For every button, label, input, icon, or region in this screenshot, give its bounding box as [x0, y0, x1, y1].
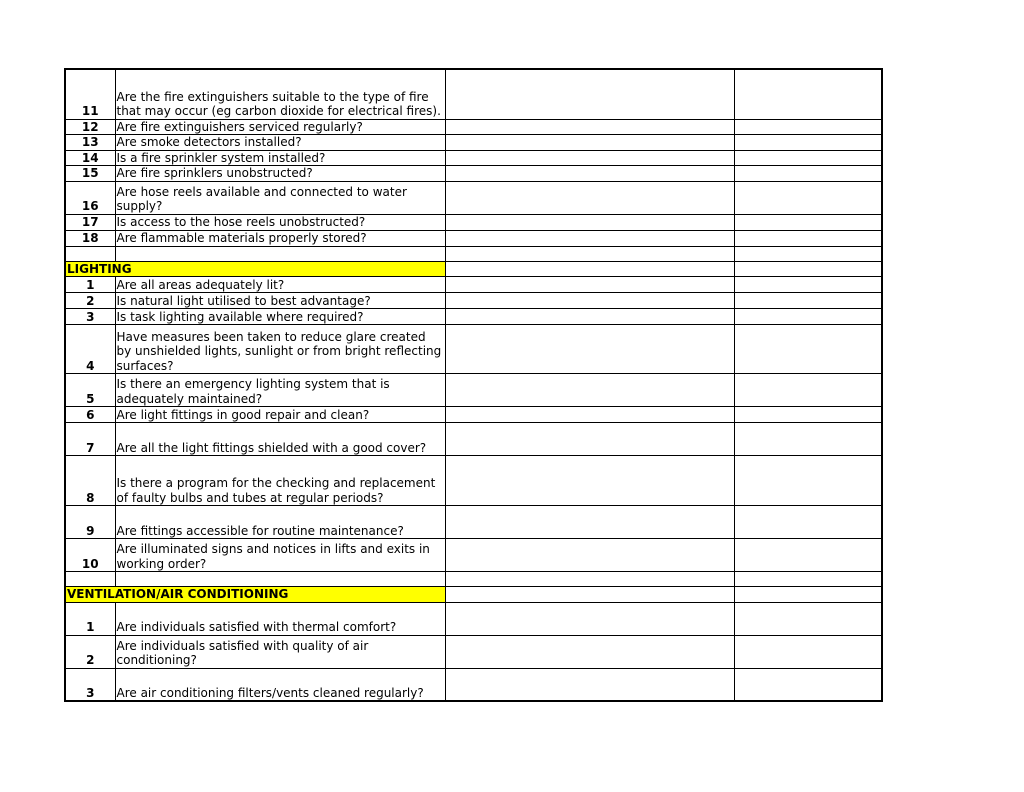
item-question: Are flammable materials properly stored? — [115, 230, 445, 246]
table-row — [65, 309, 882, 325]
item-number: 6 — [65, 407, 115, 423]
checklist-table — [64, 68, 883, 702]
item-number: 18 — [65, 230, 115, 246]
item-number: 7 — [65, 423, 115, 456]
table-row — [65, 602, 882, 635]
answer-cell[interactable] — [445, 293, 734, 309]
item-question: Is there an emergency lighting system that is adequately maintained? — [115, 374, 445, 407]
table-row — [65, 668, 882, 701]
answer-cell[interactable] — [445, 135, 734, 151]
table-row — [65, 635, 882, 668]
table-row — [65, 407, 882, 423]
answer-cell[interactable] — [445, 119, 734, 135]
table-row — [65, 181, 882, 214]
comment-cell[interactable] — [734, 374, 882, 407]
table-row — [65, 506, 882, 539]
answer-cell[interactable] — [445, 423, 734, 456]
answer-cell[interactable] — [445, 635, 734, 668]
item-question: Is task lighting available where required? — [115, 309, 445, 325]
answer-cell[interactable] — [445, 150, 734, 166]
comment-cell[interactable] — [734, 635, 882, 668]
item-question: Are fittings accessible for routine maintenance? — [115, 506, 445, 539]
item-question: Are air conditioning filters/vents cleaned regularly? — [115, 668, 445, 701]
item-number: 14 — [65, 150, 115, 166]
answer-cell[interactable] — [445, 214, 734, 230]
table-row — [65, 150, 882, 166]
answer-cell[interactable] — [445, 506, 734, 539]
table-row — [65, 293, 882, 309]
item-question: Is natural light utilised to best advantage? — [115, 293, 445, 309]
item-number: 10 — [65, 539, 115, 572]
blank-row — [65, 572, 882, 587]
item-question: Is access to the hose reels unobstructed? — [115, 214, 445, 230]
answer-cell[interactable] — [445, 69, 734, 119]
table-row — [65, 230, 882, 246]
comment-cell[interactable] — [734, 166, 882, 182]
table-row — [65, 119, 882, 135]
item-number: 2 — [65, 635, 115, 668]
item-number: 16 — [65, 181, 115, 214]
comment-cell[interactable] — [734, 407, 882, 423]
comment-cell[interactable] — [734, 150, 882, 166]
item-question: Is there a program for the checking and replacement of faulty bulbs and tubes at regular periods? — [115, 456, 445, 506]
answer-cell[interactable] — [445, 374, 734, 407]
item-number: 15 — [65, 166, 115, 182]
answer-cell[interactable] — [445, 277, 734, 293]
section-heading-lighting: LIGHTING — [65, 261, 445, 277]
item-number: 9 — [65, 506, 115, 539]
table-row — [65, 539, 882, 572]
table-row — [65, 166, 882, 182]
table-row — [65, 325, 882, 374]
item-question: Are individuals satisfied with thermal comfort? — [115, 602, 445, 635]
answer-cell[interactable] — [445, 407, 734, 423]
item-number: 4 — [65, 325, 115, 374]
comment-cell[interactable] — [734, 309, 882, 325]
answer-cell[interactable] — [445, 181, 734, 214]
blank-row — [65, 246, 882, 261]
section-header-row — [65, 261, 882, 277]
answer-cell[interactable] — [445, 325, 734, 374]
item-question: Is a fire sprinkler system installed? — [115, 150, 445, 166]
item-number: 13 — [65, 135, 115, 151]
item-question: Are fire sprinklers unobstructed? — [115, 166, 445, 182]
item-number: 11 — [65, 69, 115, 119]
item-question: Are all areas adequately lit? — [115, 277, 445, 293]
item-number: 8 — [65, 456, 115, 506]
comment-cell[interactable] — [734, 539, 882, 572]
answer-cell[interactable] — [445, 456, 734, 506]
table-row — [65, 374, 882, 407]
answer-cell[interactable] — [445, 309, 734, 325]
item-question: Are the fire extinguishers suitable to the type of fire that may occur (eg carbon dioxide for electrical fires). — [115, 69, 445, 119]
item-question: Are fire extinguishers serviced regularly? — [115, 119, 445, 135]
item-number: 12 — [65, 119, 115, 135]
item-question: Are hose reels available and connected to water supply? — [115, 181, 445, 214]
comment-cell[interactable] — [734, 214, 882, 230]
item-question: Are all the light fittings shielded with a good cover? — [115, 423, 445, 456]
item-number: 2 — [65, 293, 115, 309]
answer-cell[interactable] — [445, 166, 734, 182]
section-heading-ventilation: VENTILATION/AIR CONDITIONING — [65, 587, 445, 603]
table-row — [65, 135, 882, 151]
comment-cell[interactable] — [734, 230, 882, 246]
item-number: 17 — [65, 214, 115, 230]
item-question: Are illuminated signs and notices in lifts and exits in working order? — [115, 539, 445, 572]
item-number: 1 — [65, 277, 115, 293]
section-header-row — [65, 587, 882, 603]
item-number: 3 — [65, 668, 115, 701]
comment-cell[interactable] — [734, 293, 882, 309]
comment-cell[interactable] — [734, 325, 882, 374]
item-number: 5 — [65, 374, 115, 407]
item-number: 3 — [65, 309, 115, 325]
table-row — [65, 456, 882, 506]
answer-cell[interactable] — [445, 668, 734, 701]
comment-cell[interactable] — [734, 119, 882, 135]
comment-cell[interactable] — [734, 277, 882, 293]
comment-cell[interactable] — [734, 602, 882, 635]
comment-cell[interactable] — [734, 135, 882, 151]
item-question: Are light fittings in good repair and clean? — [115, 407, 445, 423]
comment-cell[interactable] — [734, 456, 882, 506]
table-row — [65, 423, 882, 456]
answer-cell[interactable] — [445, 539, 734, 572]
comment-cell[interactable] — [734, 69, 882, 119]
table-row — [65, 277, 882, 293]
item-question: Are individuals satisfied with quality of air conditioning? — [115, 635, 445, 668]
item-number: 1 — [65, 602, 115, 635]
comment-cell[interactable] — [734, 423, 882, 456]
answer-cell[interactable] — [445, 602, 734, 635]
table-row — [65, 69, 882, 119]
comment-cell[interactable] — [734, 506, 882, 539]
comment-cell[interactable] — [734, 668, 882, 701]
item-question: Have measures been taken to reduce glare created by unshielded lights, sunlight or from bright reflecting surfaces? — [115, 325, 445, 374]
answer-cell[interactable] — [445, 230, 734, 246]
table-row — [65, 214, 882, 230]
item-question: Are smoke detectors installed? — [115, 135, 445, 151]
comment-cell[interactable] — [734, 181, 882, 214]
